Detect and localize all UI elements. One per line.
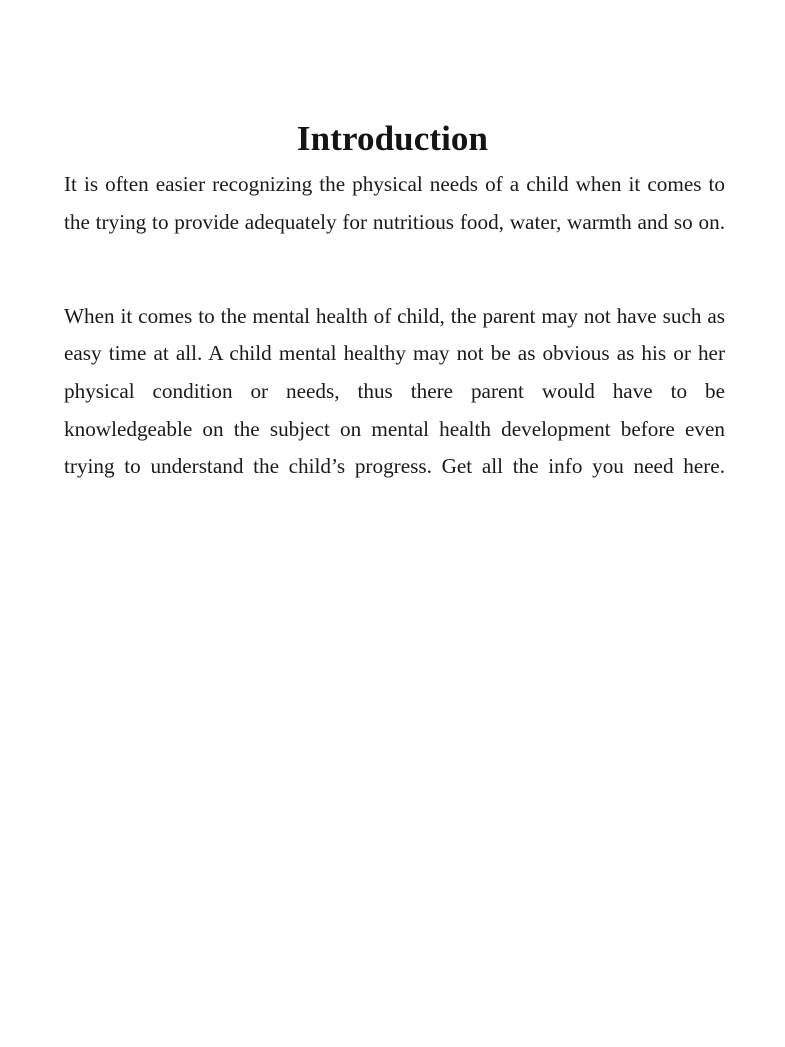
paragraph-2: When it comes to the mental health of child, the parent may not have such as easy time at all. A child mental healthy may not be as obvious as his or her physical condition or needs, thus there parent would have to be knowledgeable on the subject on mental health development before even trying to understand the child’s progress. Get all the info you need here.	[64, 303, 725, 479]
body-text-block	[64, 166, 725, 523]
page-title: Introduction	[296, 119, 489, 159]
paragraph-1: It is often easier recognizing the physical needs of a child when it comes to the trying to provide adequately for nutritious food, water, warmth and so on.	[64, 172, 725, 234]
